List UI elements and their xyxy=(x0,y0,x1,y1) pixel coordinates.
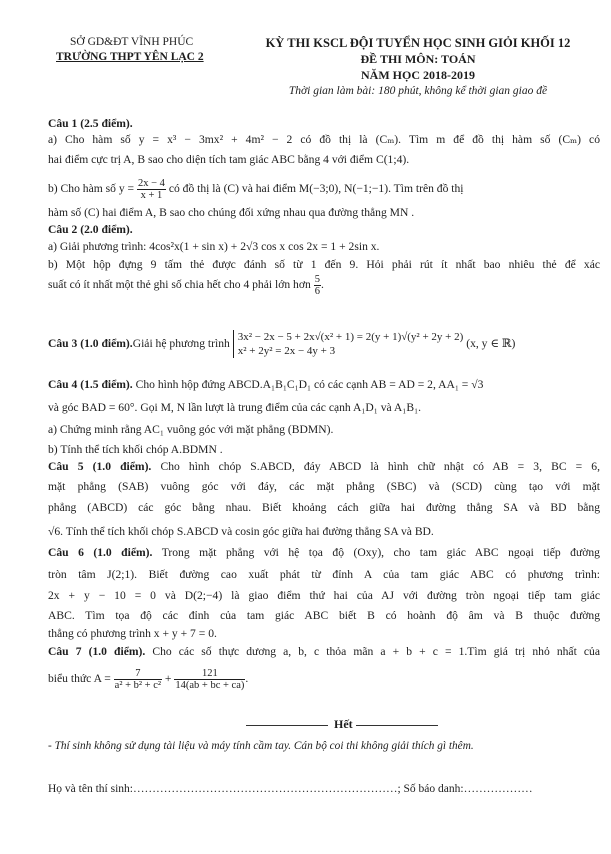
q1b-fraction xyxy=(137,178,166,201)
q7-fraction2 xyxy=(174,668,245,691)
q4-line2: và góc BAD = 60°. Gọi M, N lần lượt là trung điểm của các cạnh A₁D₁ và A₁B₁. xyxy=(48,401,422,414)
department-name: SỞ GD&ĐT VĨNH PHÚC xyxy=(70,36,194,48)
q1a-line2: hai điểm cực trị A, B sao cho diện tích tam giác ABC bằng 4 với điểm C(1;4). xyxy=(48,153,410,166)
q3-domain: (x, y ∈ ℝ) xyxy=(466,337,516,350)
q1a-line1: a) Cho hàm số y = x³ − 3mx² + 4m² − 2 có đồ thị là (Cₘ). Tìm m để đồ thị hàm số (Cₘ) có xyxy=(48,133,600,146)
q4-text1: Cho hình hộp đứng ABCD.A₁B₁C₁D₁ có các cạnh AB = AD = 2, AA₁ = √3 xyxy=(135,378,484,391)
q3-title: Câu 3 (1.0 điểm). xyxy=(48,337,133,350)
q5-text1: Cho hình chóp S.ABCD, đáy ABCD là hình chữ nhật có AB = 3, BC = 6, xyxy=(160,460,601,473)
q7-n1: 7 xyxy=(114,668,162,680)
q4-line1 xyxy=(48,378,600,392)
q3-text: Giải hệ phương trình xyxy=(132,337,230,350)
q7-end: . xyxy=(245,672,249,685)
end-rule-right xyxy=(356,725,438,726)
q7-d2: 14(ab + bc + ca) xyxy=(175,679,245,691)
q1b-post: có đồ thị là (C) và hai điểm M(−3;0), N(−1;−1). Tìm trên đồ thị xyxy=(168,182,464,195)
q2b-line1: b) Một hộp đựng 9 tấm thẻ được đánh số từ 1 đến 9. Hỏi phải rút ít nhất bao nhiêu thẻ để xác xyxy=(48,258,600,271)
q4a: a) Chứng minh rằng AC₁ vuông góc với mặt phẳng (BDMN). xyxy=(48,423,334,436)
q7-line1 xyxy=(48,645,600,659)
end-rule-left xyxy=(246,725,328,726)
q7-title: Câu 7 (1.0 điểm). xyxy=(48,645,146,658)
q7-n2: 121 xyxy=(174,668,245,680)
subject-title: ĐỀ THI MÔN: TOÁN xyxy=(360,52,476,66)
candidate-name-dots: …………………………………………………………… xyxy=(132,783,398,795)
q2b-line2 xyxy=(48,273,600,301)
q5-line4: √6. Tính thể tích khối chóp S.ABCD và cosin góc giữa hai đường thẳng SA và BD. xyxy=(48,525,434,538)
q7-line2 xyxy=(48,665,600,695)
q7-d1: a² + b² + c² xyxy=(114,679,162,691)
q3-line xyxy=(48,327,600,363)
q7-fraction1 xyxy=(114,668,162,691)
q7-text1: Cho các số thực dương a, b, c thỏa mãn a + b + c = 1.Tìm giá trị nhỏ nhất của xyxy=(152,645,600,658)
q5-line3: phẳng (ABCD) các góc bằng nhau. Biết khoảng cách giữa hai đường thẳng SA và BD bằng xyxy=(48,501,600,514)
q5-line2: mặt phẳng (SAB) vuông góc với đáy, các mặt phẳng (SBC) và (SCD) cùng tạo với mặt xyxy=(48,480,600,493)
q1b-numerator: 2x − 4 xyxy=(138,177,165,189)
q5-title: Câu 5 (1.0 điểm). xyxy=(48,460,152,473)
q4-title: Câu 4 (1.5 điểm). xyxy=(48,378,133,391)
candidate-id-label: ; Số báo danh: xyxy=(397,783,464,795)
q4b: b) Tính thể tích khối chóp A.BDMN . xyxy=(48,443,223,456)
school-year: NĂM HỌC 2018-2019 xyxy=(361,68,475,82)
q7-expr-pre: biểu thức A = xyxy=(48,672,111,685)
q1b-denominator: x + 1 xyxy=(140,189,163,201)
q6-line5: thẳng có phương trình x + y + 7 = 0. xyxy=(48,627,217,640)
time-note: Thời gian làm bài: 180 phút, không kể thời gian giao đề xyxy=(288,85,548,97)
candidate-name-label: Họ và tên thí sinh: xyxy=(48,783,133,795)
q1b-line1 xyxy=(48,177,600,203)
q6-text1: Trong mặt phẳng với hệ tọa độ (Oxy), cho tam giác ABC ngoại tiếp đường xyxy=(161,546,600,559)
q7-plus: + xyxy=(164,672,172,685)
q1-title: Câu 1 (2.5 điểm). xyxy=(48,117,133,130)
q3-eq1: 3x² − 2x − 5 + 2x√(x² + 1) = 2(y + 1)√(y² + 2y + 2) xyxy=(237,331,464,344)
q3-system xyxy=(233,330,464,358)
q2b-end: . xyxy=(320,278,324,291)
q5-line1 xyxy=(48,460,600,474)
q2-title: Câu 2 (2.0 điểm). xyxy=(48,223,133,236)
candidate-id-dots: ……………… xyxy=(463,783,533,795)
q2b-text: suất có ít nhất một thẻ ghi số chia hết cho 4 phải lớn hơn xyxy=(48,278,311,291)
end-mark: Hết xyxy=(334,717,353,731)
q6-line3: 2x + y − 10 = 0 và D(2;−4) là giao điểm thứ hai của AJ với đường tròn ngoại tiếp tam giác xyxy=(48,589,600,602)
q1b-pre: b) Cho hàm số y = xyxy=(48,182,135,195)
q1b-line2: hàm số (C) hai điểm A, B sao cho chúng đối xứng nhau qua đường thẳng MN . xyxy=(48,206,415,219)
q6-line2: tròn tâm J(2;1). Biết đường cao xuất phát từ đỉnh A của tam giác ABC có phương trình: xyxy=(48,568,600,581)
q2b-denominator: 6 xyxy=(314,285,320,297)
exam-note: - Thí sinh không sử dụng tài liệu và máy tính cầm tay. Cán bộ coi thi không giải thích gì thêm. xyxy=(48,740,474,752)
candidate-info xyxy=(48,783,533,795)
q6-title: Câu 6 (1.0 điểm). xyxy=(48,546,153,559)
q2b-numerator: 5 xyxy=(314,273,320,285)
q6-line4: ABC. Tìm tọa độ các đỉnh của tam giác ABC biết B có hoành độ âm và B thuộc đường xyxy=(48,609,600,622)
q3-eq2: x² + 2y² = 2x − 4y + 3 xyxy=(237,345,336,358)
q2a: a) Giải phương trình: 4cos²x(1 + sin x) + 2√3 cos x cos 2x = 1 + 2sin x. xyxy=(48,240,380,253)
q6-line1 xyxy=(48,546,600,560)
school-name: TRƯỜNG THPT YÊN LẠC 2 xyxy=(56,51,204,63)
q2b-fraction xyxy=(314,274,321,297)
exam-title: KỲ THI KSCL ĐỘI TUYỂN HỌC SINH GIỎI KHỐI 12 xyxy=(265,36,571,50)
